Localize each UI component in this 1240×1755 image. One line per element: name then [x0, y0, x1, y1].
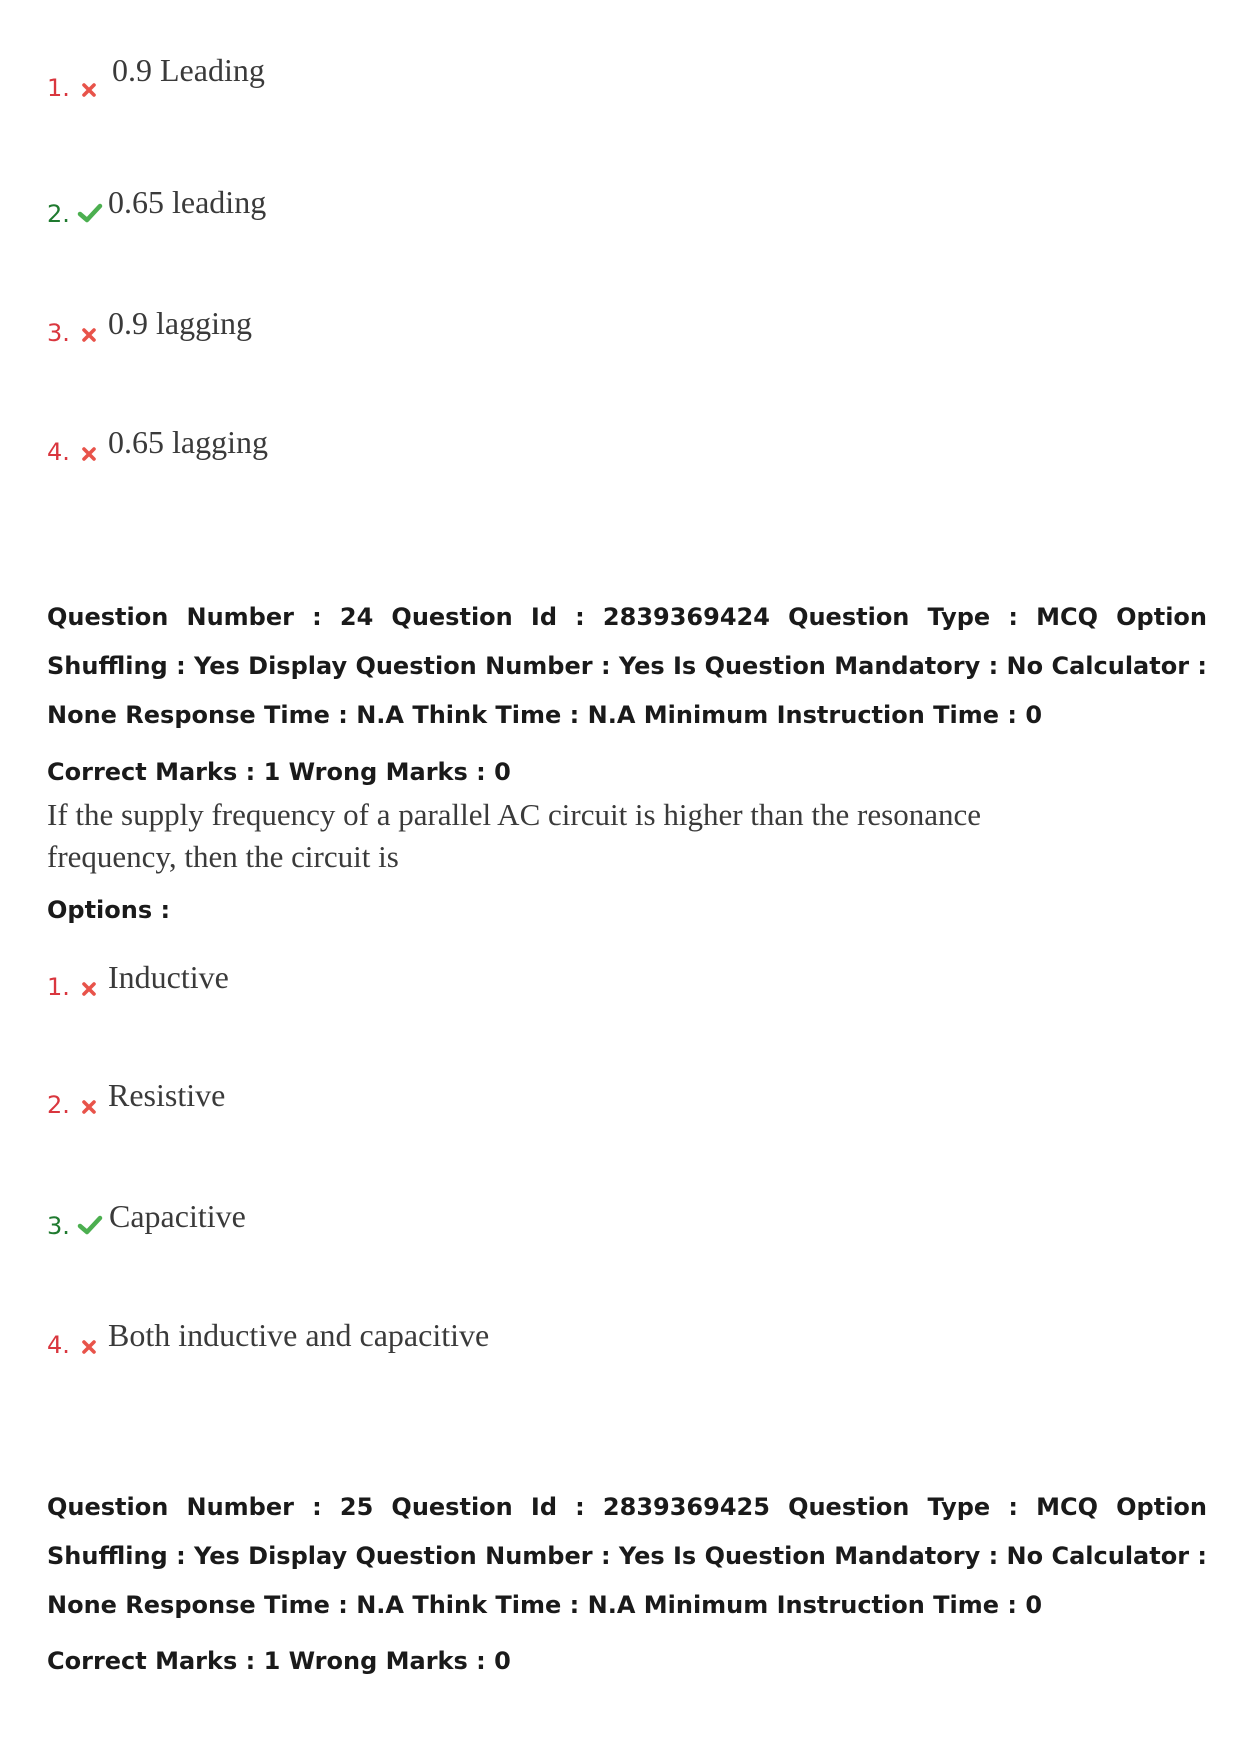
cross-icon [81, 981, 97, 997]
option-number: 2. [47, 1091, 70, 1119]
option-text: 0.65 leading [108, 184, 267, 220]
question-24-meta: Question Number : 24 Question Id : 2839369424 Question Type : MCQ Option Shuffling : Yes Display Question Number : Yes Is Question Mandatory : No Calculator : None Response Time : N.A Think Time : N.A Minimum Instruction Time : 0 [47, 603, 1207, 729]
option-number: 1. [47, 74, 70, 102]
option-text: 0.9 Leading [112, 52, 265, 88]
option-number: 3. [47, 1212, 70, 1240]
question-25-marks: Correct Marks : 1 Wrong Marks : 0 [47, 1647, 511, 1675]
checkmark-icon [77, 202, 103, 224]
option-number: 1. [47, 973, 70, 1001]
checkmark-icon [77, 1214, 103, 1236]
options-label: Options : [47, 896, 171, 924]
cross-icon [81, 446, 97, 462]
question-24-marks: Correct Marks : 1 Wrong Marks : 0 [47, 758, 511, 786]
question-text-line: frequency, then the circuit is [47, 839, 399, 874]
question-25-meta: Question Number : 25 Question Id : 2839369425 Question Type : MCQ Option Shuffling : Yes Display Question Number : Yes Is Question Mandatory : No Calculator : None Response Time : N.A Think Time : N.A Minimum Instruction Time : 0 [47, 1493, 1207, 1619]
option-text: Both inductive and capacitive [108, 1317, 490, 1353]
cross-icon [81, 327, 97, 343]
option-number: 3. [47, 319, 70, 347]
option-text: Capacitive [109, 1198, 246, 1234]
option-text: 0.65 lagging [108, 424, 268, 460]
question-text-line: If the supply frequency of a parallel AC circuit is higher than the resonance [47, 797, 981, 832]
cross-icon [81, 1339, 97, 1355]
option-text: Inductive [108, 959, 229, 995]
option-number: 2. [47, 200, 70, 228]
option-text: 0.9 lagging [108, 305, 252, 341]
cross-icon [81, 1099, 97, 1115]
option-number: 4. [47, 1331, 70, 1359]
question-24-text [47, 794, 1007, 878]
cross-icon [81, 82, 97, 98]
option-text: Resistive [108, 1077, 226, 1113]
option-number: 4. [47, 438, 70, 466]
